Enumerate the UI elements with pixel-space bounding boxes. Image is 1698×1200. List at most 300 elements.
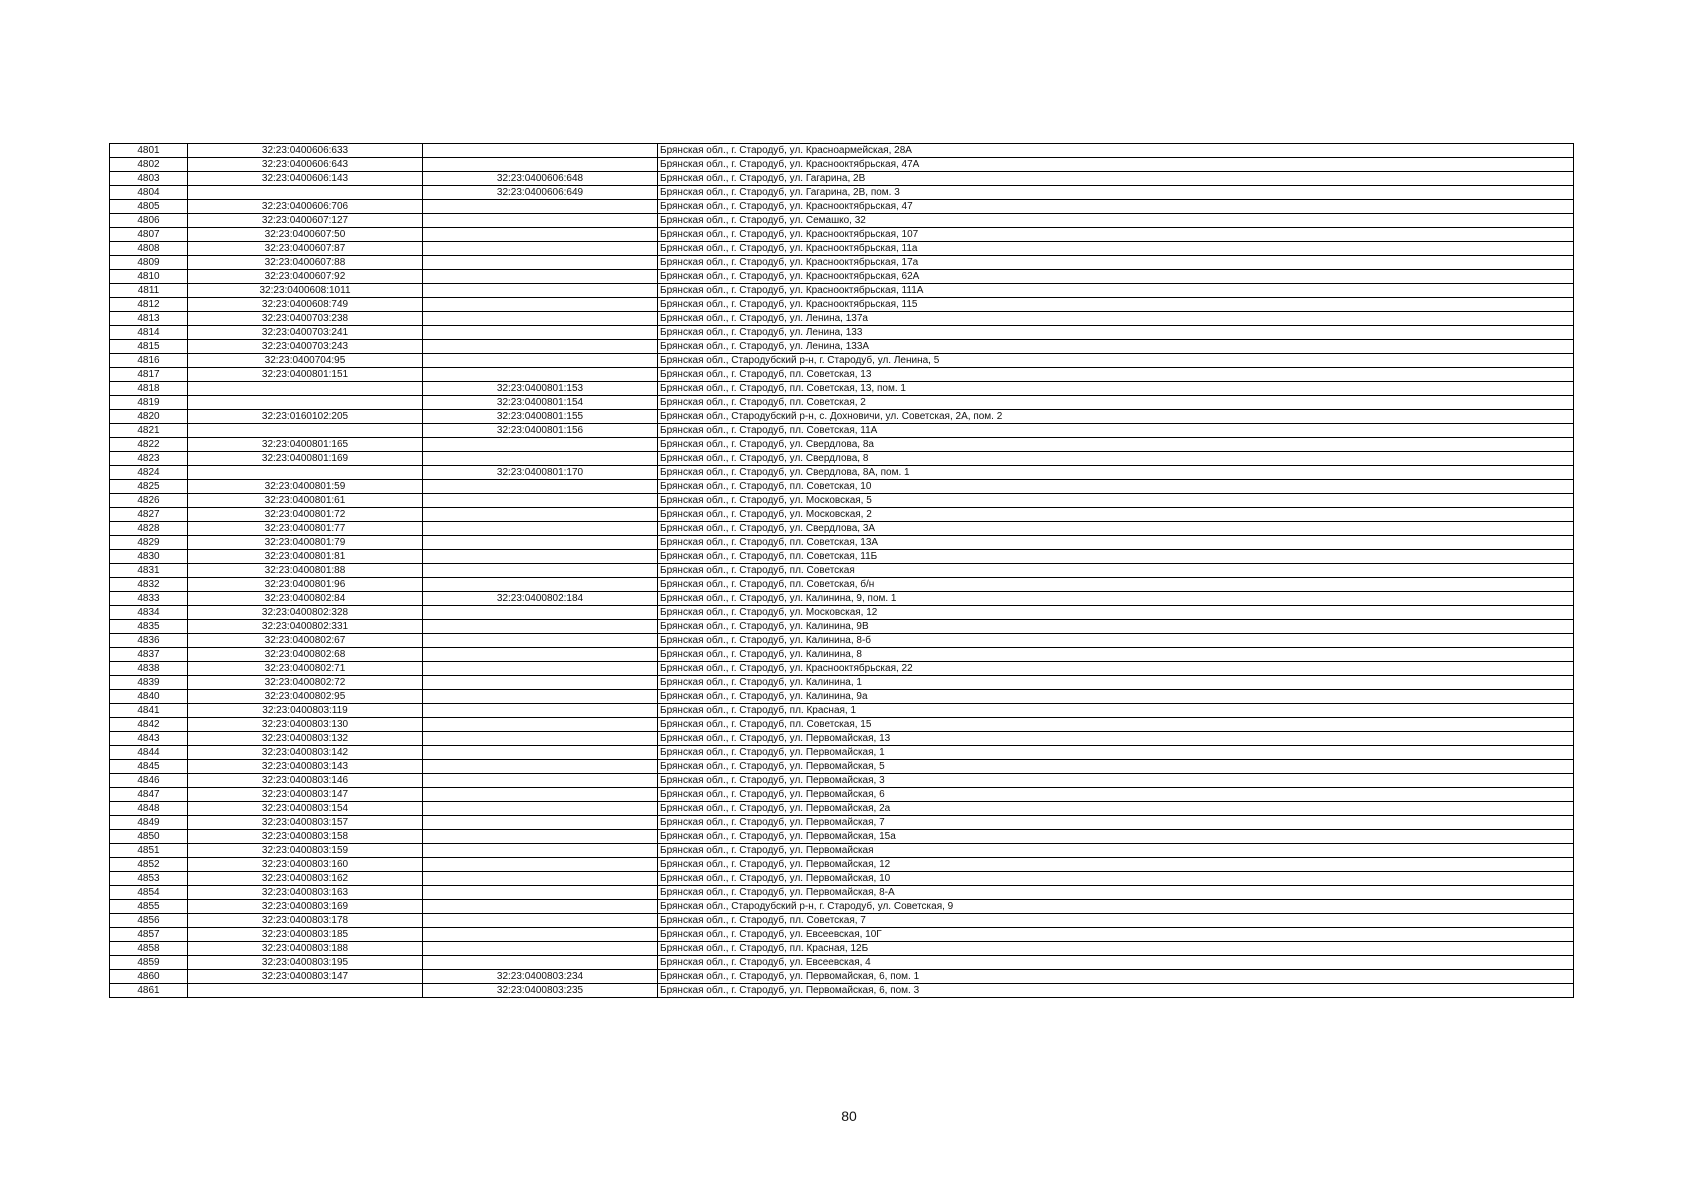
related-cadastral-number-cell [423, 228, 658, 242]
related-cadastral-number-cell [423, 256, 658, 270]
row-number-cell: 4826 [110, 494, 188, 508]
row-number-cell: 4820 [110, 410, 188, 424]
row-number-cell: 4815 [110, 340, 188, 354]
related-cadastral-number-cell [423, 480, 658, 494]
related-cadastral-number-cell [423, 536, 658, 550]
table-row [110, 830, 1574, 844]
related-cadastral-number-cell [423, 438, 658, 452]
address-cell: Брянская обл., г. Стародуб, ул. Первомайская, 6 [658, 788, 1574, 802]
cadastral-number-cell: 32:23:0400803:130 [188, 718, 423, 732]
address-cell: Брянская обл., г. Стародуб, ул. Свердлова, 3А [658, 522, 1574, 536]
table-row [110, 788, 1574, 802]
cadastral-number-cell: 32:23:0400801:169 [188, 452, 423, 466]
address-cell: Брянская обл., г. Стародуб, ул. Евсеевская, 10Г [658, 928, 1574, 942]
cadastral-number-cell: 32:23:0400802:95 [188, 690, 423, 704]
table-row [110, 144, 1574, 158]
address-cell: Брянская обл., г. Стародуб, ул. Евсеевская, 4 [658, 956, 1574, 970]
row-number-cell: 4814 [110, 326, 188, 340]
address-cell: Брянская обл., г. Стародуб, ул. Красноармейская, 28А [658, 144, 1574, 158]
row-number-cell: 4829 [110, 536, 188, 550]
address-cell: Брянская обл., г. Стародуб, пл. Советская, 7 [658, 914, 1574, 928]
cadastral-number-cell: 32:23:0400703:241 [188, 326, 423, 340]
cadastral-number-cell: 32:23:0400803:169 [188, 900, 423, 914]
address-cell: Брянская обл., г. Стародуб, пл. Советская, 2 [658, 396, 1574, 410]
table-row [110, 550, 1574, 564]
row-number-cell: 4835 [110, 620, 188, 634]
related-cadastral-number-cell [423, 802, 658, 816]
table-row [110, 578, 1574, 592]
related-cadastral-number-cell [423, 578, 658, 592]
row-number-cell: 4821 [110, 424, 188, 438]
cadastral-number-cell: 32:23:0400803:163 [188, 886, 423, 900]
related-cadastral-number-cell [423, 620, 658, 634]
table-row [110, 158, 1574, 172]
table-row [110, 214, 1574, 228]
address-cell: Брянская обл., г. Стародуб, ул. Первомайская, 6, пом. 1 [658, 970, 1574, 984]
related-cadastral-number-cell [423, 704, 658, 718]
related-cadastral-number-cell [423, 298, 658, 312]
row-number-cell: 4817 [110, 368, 188, 382]
row-number-cell: 4833 [110, 592, 188, 606]
table-row [110, 564, 1574, 578]
cadastral-number-cell [188, 186, 423, 200]
related-cadastral-number-cell [423, 242, 658, 256]
table-row [110, 844, 1574, 858]
row-number-cell: 4806 [110, 214, 188, 228]
related-cadastral-number-cell [423, 214, 658, 228]
cadastral-number-cell: 32:23:0400802:67 [188, 634, 423, 648]
row-number-cell: 4846 [110, 774, 188, 788]
cadastral-number-cell: 32:23:0400606:633 [188, 144, 423, 158]
row-number-cell: 4857 [110, 928, 188, 942]
related-cadastral-number-cell [423, 270, 658, 284]
row-number-cell: 4807 [110, 228, 188, 242]
address-cell: Брянская обл., г. Стародуб, ул. Свердлова, 8А, пом. 1 [658, 466, 1574, 480]
table-row [110, 956, 1574, 970]
table-row [110, 172, 1574, 186]
table-row [110, 858, 1574, 872]
related-cadastral-number-cell: 32:23:0400802:184 [423, 592, 658, 606]
related-cadastral-number-cell [423, 508, 658, 522]
related-cadastral-number-cell [423, 452, 658, 466]
related-cadastral-number-cell [423, 326, 658, 340]
related-cadastral-number-cell [423, 816, 658, 830]
table-row [110, 872, 1574, 886]
cadastral-number-cell [188, 984, 423, 998]
address-cell: Брянская обл., г. Стародуб, ул. Ленина, 133 [658, 326, 1574, 340]
cadastral-number-cell: 32:23:0400607:127 [188, 214, 423, 228]
related-cadastral-number-cell [423, 550, 658, 564]
related-cadastral-number-cell [423, 144, 658, 158]
table-row [110, 914, 1574, 928]
row-number-cell: 4841 [110, 704, 188, 718]
address-cell: Брянская обл., г. Стародуб, пл. Советская, 13А [658, 536, 1574, 550]
address-cell: Брянская обл., г. Стародуб, ул. Калинина, 8 [658, 648, 1574, 662]
table-row [110, 508, 1574, 522]
row-number-cell: 4847 [110, 788, 188, 802]
address-cell: Брянская обл., г. Стародуб, пл. Красная, 1 [658, 704, 1574, 718]
row-number-cell: 4813 [110, 312, 188, 326]
table-row [110, 256, 1574, 270]
address-cell: Брянская обл., г. Стародуб, ул. Первомайская [658, 844, 1574, 858]
table-row [110, 704, 1574, 718]
row-number-cell: 4809 [110, 256, 188, 270]
cadastral-number-cell: 32:23:0400803:178 [188, 914, 423, 928]
cadastral-number-cell: 32:23:0400801:61 [188, 494, 423, 508]
row-number-cell: 4830 [110, 550, 188, 564]
table-row [110, 480, 1574, 494]
address-cell: Брянская обл., г. Стародуб, ул. Московская, 2 [658, 508, 1574, 522]
address-cell: Брянская обл., г. Стародуб, ул. Первомайская, 6, пом. 3 [658, 984, 1574, 998]
related-cadastral-number-cell [423, 788, 658, 802]
table-row [110, 326, 1574, 340]
row-number-cell: 4856 [110, 914, 188, 928]
row-number-cell: 4832 [110, 578, 188, 592]
table-row [110, 942, 1574, 956]
cadastral-number-cell: 32:23:0400703:243 [188, 340, 423, 354]
cadastral-number-cell: 32:23:0400704:95 [188, 354, 423, 368]
related-cadastral-number-cell [423, 158, 658, 172]
row-number-cell: 4861 [110, 984, 188, 998]
related-cadastral-number-cell: 32:23:0400801:153 [423, 382, 658, 396]
related-cadastral-number-cell [423, 606, 658, 620]
table-row [110, 606, 1574, 620]
related-cadastral-number-cell: 32:23:0400801:170 [423, 466, 658, 480]
row-number-cell: 4822 [110, 438, 188, 452]
address-cell: Брянская обл., г. Стародуб, ул. Калинина, 8-б [658, 634, 1574, 648]
address-cell: Брянская обл., г. Стародуб, пл. Красная, 12Б [658, 942, 1574, 956]
address-cell: Брянская обл., г. Стародуб, ул. Первомайская, 10 [658, 872, 1574, 886]
cadastral-number-cell: 32:23:0400606:143 [188, 172, 423, 186]
row-number-cell: 4837 [110, 648, 188, 662]
related-cadastral-number-cell [423, 942, 658, 956]
related-cadastral-number-cell [423, 886, 658, 900]
table-row [110, 368, 1574, 382]
related-cadastral-number-cell [423, 900, 658, 914]
cadastral-number-cell: 32:23:0400607:88 [188, 256, 423, 270]
table-row [110, 522, 1574, 536]
row-number-cell: 4851 [110, 844, 188, 858]
cadastral-number-cell: 32:23:0400801:96 [188, 578, 423, 592]
cadastral-number-cell: 32:23:0400801:59 [188, 480, 423, 494]
address-cell: Брянская обл., г. Стародуб, ул. Первомайская, 12 [658, 858, 1574, 872]
table-row [110, 746, 1574, 760]
related-cadastral-number-cell [423, 830, 658, 844]
related-cadastral-number-cell [423, 564, 658, 578]
cadastral-number-cell: 32:23:0400803:146 [188, 774, 423, 788]
related-cadastral-number-cell [423, 634, 658, 648]
page-number: 80 [841, 1108, 857, 1124]
row-number-cell: 4850 [110, 830, 188, 844]
table-row [110, 228, 1574, 242]
cadastral-number-cell: 32:23:0400803:159 [188, 844, 423, 858]
related-cadastral-number-cell [423, 872, 658, 886]
row-number-cell: 4836 [110, 634, 188, 648]
table-row [110, 410, 1574, 424]
cadastral-number-cell: 32:23:0400801:165 [188, 438, 423, 452]
table-row [110, 634, 1574, 648]
related-cadastral-number-cell [423, 746, 658, 760]
address-cell: Брянская обл., г. Стародуб, пл. Советская [658, 564, 1574, 578]
related-cadastral-number-cell [423, 774, 658, 788]
table-row [110, 886, 1574, 900]
cadastral-number-cell: 32:23:0400606:643 [188, 158, 423, 172]
address-cell: Брянская обл., г. Стародуб, пл. Советская, 11А [658, 424, 1574, 438]
address-cell: Брянская обл., г. Стародуб, ул. Гагарина, 2В, пом. 3 [658, 186, 1574, 200]
row-number-cell: 4840 [110, 690, 188, 704]
table-row [110, 270, 1574, 284]
address-cell: Брянская обл., г. Стародуб, ул. Первомайская, 7 [658, 816, 1574, 830]
row-number-cell: 4811 [110, 284, 188, 298]
cadastral-number-cell: 32:23:0400803:158 [188, 830, 423, 844]
cadastral-number-cell: 32:23:0400803:162 [188, 872, 423, 886]
address-cell: Брянская обл., г. Стародуб, ул. Первомайская, 3 [658, 774, 1574, 788]
table-row [110, 718, 1574, 732]
address-cell: Брянская обл., г. Стародуб, ул. Московская, 12 [658, 606, 1574, 620]
address-cell: Брянская обл., г. Стародуб, ул. Краснооктябрьская, 11а [658, 242, 1574, 256]
row-number-cell: 4803 [110, 172, 188, 186]
address-cell: Брянская обл., г. Стародуб, пл. Советская, 10 [658, 480, 1574, 494]
cadastral-number-cell: 32:23:0400802:84 [188, 592, 423, 606]
table-row [110, 662, 1574, 676]
cadastral-number-cell: 32:23:0400801:77 [188, 522, 423, 536]
row-number-cell: 4824 [110, 466, 188, 480]
row-number-cell: 4810 [110, 270, 188, 284]
cadastral-number-cell: 32:23:0160102:205 [188, 410, 423, 424]
address-cell: Брянская обл., г. Стародуб, ул. Краснооктябрьская, 107 [658, 228, 1574, 242]
related-cadastral-number-cell [423, 760, 658, 774]
row-number-cell: 4839 [110, 676, 188, 690]
related-cadastral-number-cell [423, 928, 658, 942]
address-cell: Брянская обл., г. Стародуб, ул. Калинина, 1 [658, 676, 1574, 690]
related-cadastral-number-cell [423, 676, 658, 690]
cadastral-number-cell: 32:23:0400803:119 [188, 704, 423, 718]
address-cell: Брянская обл., г. Стародуб, ул. Калинина, 9, пом. 1 [658, 592, 1574, 606]
cadastral-number-cell: 32:23:0400802:328 [188, 606, 423, 620]
row-number-cell: 4805 [110, 200, 188, 214]
table-row [110, 284, 1574, 298]
row-number-cell: 4828 [110, 522, 188, 536]
row-number-cell: 4853 [110, 872, 188, 886]
address-cell: Брянская обл., г. Стародуб, пл. Советская, 13, пом. 1 [658, 382, 1574, 396]
cadastral-number-cell: 32:23:0400607:87 [188, 242, 423, 256]
table-row [110, 676, 1574, 690]
table-row [110, 242, 1574, 256]
address-cell: Брянская обл., г. Стародуб, ул. Калинина, 9а [658, 690, 1574, 704]
table-row [110, 438, 1574, 452]
table-row [110, 536, 1574, 550]
related-cadastral-number-cell [423, 522, 658, 536]
table-row [110, 928, 1574, 942]
address-cell: Брянская обл., г. Стародуб, ул. Первомайская, 15а [658, 830, 1574, 844]
related-cadastral-number-cell [423, 354, 658, 368]
row-number-cell: 4842 [110, 718, 188, 732]
cadastral-number-cell: 32:23:0400801:72 [188, 508, 423, 522]
row-number-cell: 4804 [110, 186, 188, 200]
address-cell: Брянская обл., г. Стародуб, ул. Краснооктябрьская, 22 [658, 662, 1574, 676]
address-cell: Брянская обл., г. Стародуб, ул. Первомайская, 13 [658, 732, 1574, 746]
cadastral-number-cell [188, 396, 423, 410]
cadastral-number-cell: 32:23:0400607:92 [188, 270, 423, 284]
cadastral-number-cell: 32:23:0400803:132 [188, 732, 423, 746]
address-cell: Брянская обл., г. Стародуб, ул. Московская, 5 [658, 494, 1574, 508]
row-number-cell: 4845 [110, 760, 188, 774]
cadastral-number-cell: 32:23:0400802:331 [188, 620, 423, 634]
table-row [110, 186, 1574, 200]
table-row [110, 970, 1574, 984]
row-number-cell: 4860 [110, 970, 188, 984]
table-row [110, 298, 1574, 312]
table-row [110, 802, 1574, 816]
row-number-cell: 4827 [110, 508, 188, 522]
table-row [110, 200, 1574, 214]
cadastral-number-cell: 32:23:0400803:147 [188, 970, 423, 984]
cadastral-number-cell: 32:23:0400606:706 [188, 200, 423, 214]
cadastral-number-cell: 32:23:0400703:238 [188, 312, 423, 326]
table-row [110, 592, 1574, 606]
cadastral-number-cell: 32:23:0400802:71 [188, 662, 423, 676]
row-number-cell: 4802 [110, 158, 188, 172]
related-cadastral-number-cell: 32:23:0400606:649 [423, 186, 658, 200]
row-number-cell: 4849 [110, 816, 188, 830]
related-cadastral-number-cell [423, 200, 658, 214]
address-cell: Брянская обл., г. Стародуб, ул. Калинина, 9В [658, 620, 1574, 634]
related-cadastral-number-cell [423, 718, 658, 732]
related-cadastral-number-cell [423, 340, 658, 354]
address-cell: Брянская обл., г. Стародуб, ул. Первомайская, 5 [658, 760, 1574, 774]
related-cadastral-number-cell: 32:23:0400803:235 [423, 984, 658, 998]
row-number-cell: 4852 [110, 858, 188, 872]
address-cell: Брянская обл., Стародубский р-н, г. Стародуб, ул. Ленина, 5 [658, 354, 1574, 368]
related-cadastral-number-cell [423, 312, 658, 326]
related-cadastral-number-cell [423, 494, 658, 508]
row-number-cell: 4823 [110, 452, 188, 466]
row-number-cell: 4818 [110, 382, 188, 396]
address-cell: Брянская обл., г. Стародуб, ул. Ленина, 137а [658, 312, 1574, 326]
cadastral-number-cell: 32:23:0400801:88 [188, 564, 423, 578]
registry-table-body [110, 144, 1574, 998]
related-cadastral-number-cell [423, 858, 658, 872]
table-row [110, 382, 1574, 396]
row-number-cell: 4844 [110, 746, 188, 760]
table-row [110, 648, 1574, 662]
table-row [110, 732, 1574, 746]
cadastral-number-cell: 32:23:0400801:81 [188, 550, 423, 564]
table-row [110, 816, 1574, 830]
cadastral-number-cell: 32:23:0400803:188 [188, 942, 423, 956]
table-row [110, 452, 1574, 466]
row-number-cell: 4816 [110, 354, 188, 368]
table-row [110, 424, 1574, 438]
related-cadastral-number-cell [423, 690, 658, 704]
row-number-cell: 4855 [110, 900, 188, 914]
related-cadastral-number-cell [423, 662, 658, 676]
address-cell: Брянская обл., г. Стародуб, ул. Первомайская, 8-А [658, 886, 1574, 900]
table-row [110, 312, 1574, 326]
cadastral-number-cell: 32:23:0400802:68 [188, 648, 423, 662]
table-row [110, 620, 1574, 634]
row-number-cell: 4854 [110, 886, 188, 900]
table-row [110, 984, 1574, 998]
table-row [110, 340, 1574, 354]
property-registry-table [109, 143, 1574, 998]
address-cell: Брянская обл., г. Стародуб, ул. Гагарина, 2В [658, 172, 1574, 186]
address-cell: Брянская обл., г. Стародуб, ул. Краснооктябрьская, 47 [658, 200, 1574, 214]
cadastral-number-cell: 32:23:0400803:157 [188, 816, 423, 830]
address-cell: Брянская обл., г. Стародуб, ул. Краснооктябрьская, 111А [658, 284, 1574, 298]
address-cell: Брянская обл., г. Стародуб, пл. Советская, 13 [658, 368, 1574, 382]
cadastral-number-cell [188, 382, 423, 396]
related-cadastral-number-cell [423, 732, 658, 746]
table-row [110, 354, 1574, 368]
related-cadastral-number-cell [423, 648, 658, 662]
address-cell: Брянская обл., г. Стародуб, ул. Свердлова, 8 [658, 452, 1574, 466]
row-number-cell: 4808 [110, 242, 188, 256]
table-row [110, 494, 1574, 508]
cadastral-number-cell: 32:23:0400803:195 [188, 956, 423, 970]
row-number-cell: 4858 [110, 942, 188, 956]
related-cadastral-number-cell [423, 914, 658, 928]
cadastral-number-cell: 32:23:0400803:154 [188, 802, 423, 816]
address-cell: Брянская обл., Стародубский р-н, г. Стародуб, ул. Советская, 9 [658, 900, 1574, 914]
cadastral-number-cell: 32:23:0400803:147 [188, 788, 423, 802]
row-number-cell: 4838 [110, 662, 188, 676]
row-number-cell: 4825 [110, 480, 188, 494]
address-cell: Брянская обл., г. Стародуб, ул. Первомайская, 2а [658, 802, 1574, 816]
related-cadastral-number-cell [423, 284, 658, 298]
cadastral-number-cell: 32:23:0400801:151 [188, 368, 423, 382]
address-cell: Брянская обл., г. Стародуб, ул. Краснооктябрьская, 62А [658, 270, 1574, 284]
row-number-cell: 4801 [110, 144, 188, 158]
table-row [110, 466, 1574, 480]
table-row [110, 690, 1574, 704]
address-cell: Брянская обл., г. Стародуб, ул. Свердлова, 8а [658, 438, 1574, 452]
related-cadastral-number-cell [423, 956, 658, 970]
table-row [110, 396, 1574, 410]
row-number-cell: 4812 [110, 298, 188, 312]
table-row [110, 760, 1574, 774]
cadastral-number-cell: 32:23:0400608:749 [188, 298, 423, 312]
cadastral-number-cell: 32:23:0400608:1011 [188, 284, 423, 298]
table-row [110, 774, 1574, 788]
address-cell: Брянская обл., г. Стародуб, пл. Советская, 11Б [658, 550, 1574, 564]
cadastral-number-cell [188, 466, 423, 480]
row-number-cell: 4831 [110, 564, 188, 578]
related-cadastral-number-cell: 32:23:0400801:156 [423, 424, 658, 438]
row-number-cell: 4843 [110, 732, 188, 746]
row-number-cell: 4834 [110, 606, 188, 620]
address-cell: Брянская обл., г. Стародуб, ул. Краснооктябрьская, 115 [658, 298, 1574, 312]
related-cadastral-number-cell: 32:23:0400803:234 [423, 970, 658, 984]
cadastral-number-cell: 32:23:0400607:50 [188, 228, 423, 242]
address-cell: Брянская обл., г. Стародуб, ул. Краснооктябрьская, 17а [658, 256, 1574, 270]
cadastral-number-cell [188, 424, 423, 438]
table-row [110, 900, 1574, 914]
cadastral-number-cell: 32:23:0400801:79 [188, 536, 423, 550]
cadastral-number-cell: 32:23:0400803:160 [188, 858, 423, 872]
cadastral-number-cell: 32:23:0400802:72 [188, 676, 423, 690]
related-cadastral-number-cell: 32:23:0400801:154 [423, 396, 658, 410]
address-cell: Брянская обл., Стародубский р-н, с. Дохновичи, ул. Советская, 2А, пом. 2 [658, 410, 1574, 424]
cadastral-number-cell: 32:23:0400803:185 [188, 928, 423, 942]
address-cell: Брянская обл., г. Стародуб, ул. Ленина, 133А [658, 340, 1574, 354]
cadastral-number-cell: 32:23:0400803:142 [188, 746, 423, 760]
related-cadastral-number-cell: 32:23:0400606:648 [423, 172, 658, 186]
row-number-cell: 4819 [110, 396, 188, 410]
related-cadastral-number-cell [423, 368, 658, 382]
row-number-cell: 4859 [110, 956, 188, 970]
row-number-cell: 4848 [110, 802, 188, 816]
